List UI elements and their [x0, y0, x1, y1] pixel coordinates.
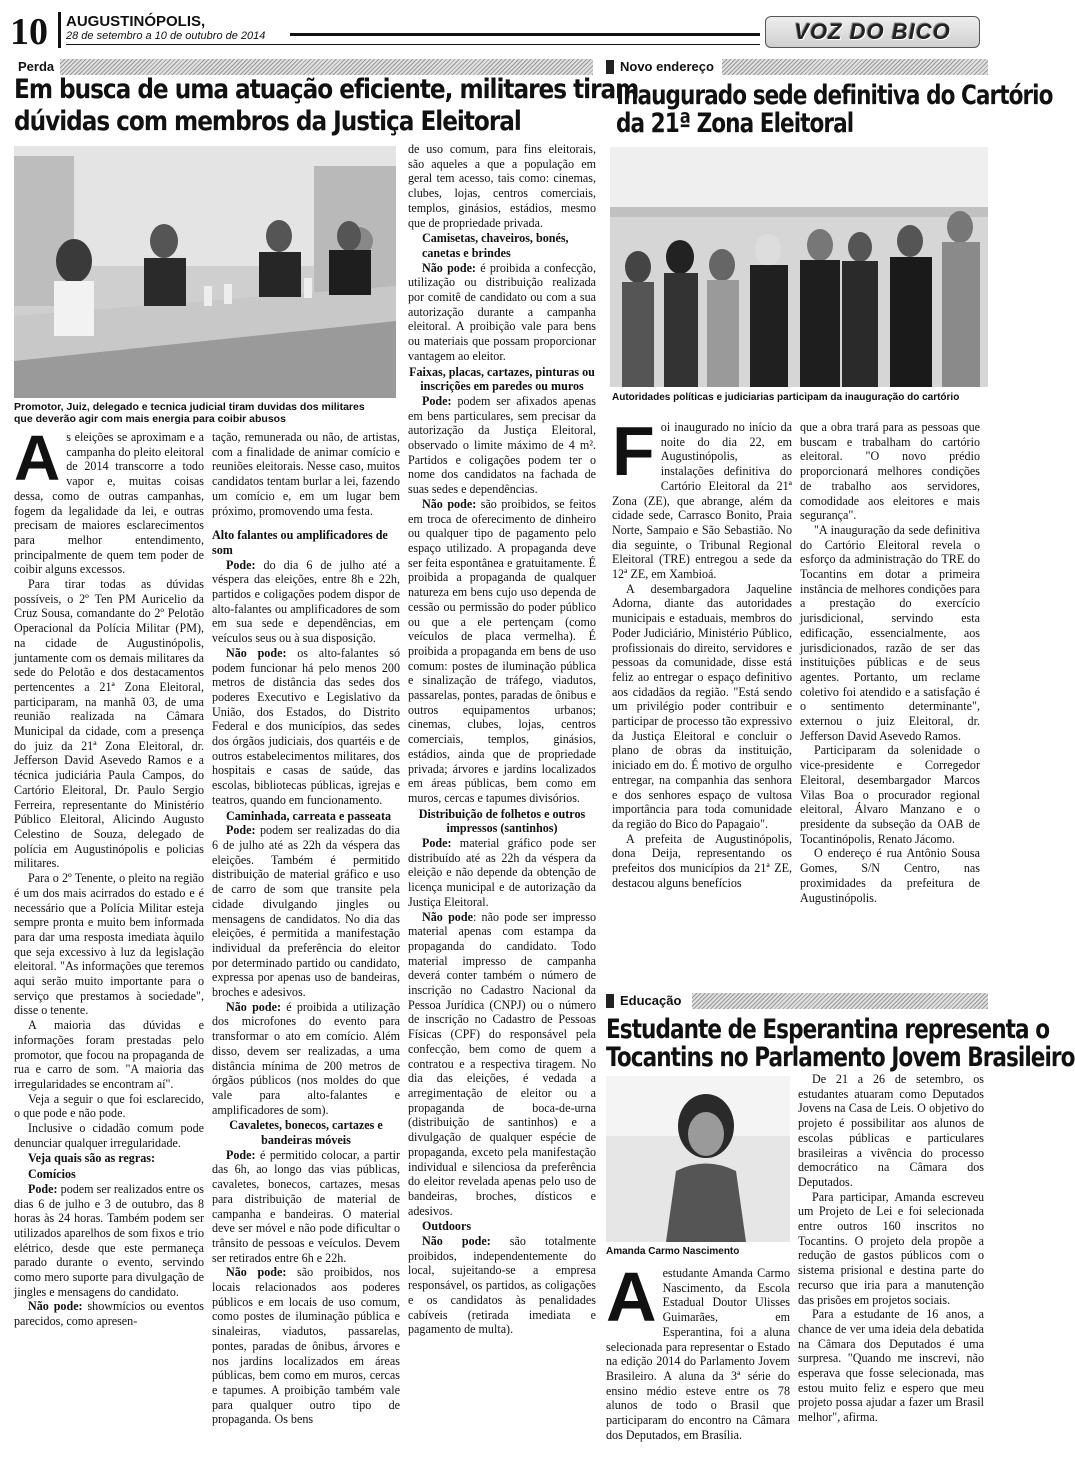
paragraph: podem ser realizados entre os dias 6 de julho e 3 de outubro, das 8 horas às 24 horas. Também podem ser utilizados aparelhos de som fixos e trio elétrico, desde que este permaneça parado durante o evento, servindo como mero suporte para divulgação de jingles e mensagens do candidato.: [14, 1181, 204, 1299]
label-nao-pode: Não pode:: [422, 1234, 491, 1249]
subheading-camisetas: Camisetas, chaveiros, bonés, canetas e brindes: [422, 231, 569, 260]
paragraph: Para tirar todas as dúvidas possíveis, o 2º Ten PM Auricelio da Cruz Sousa, comandante do 2º Pelotão Operacional da Polícia Militar (PM), na cidade de Augustinópolis, juntamente com os demais militares da sede do Pelotão e dos destacamentos pertencentes a 21ª Zona Eleitoral, participaram, na manhã 03, de uma reunião realizada na Câmara Municipal da cidade, com a presença do juiz da 21ª Zona Eleitoral, dr. Jefferson David Asevedo Ramos e a técnica judiciária Paula Campos, do Cartório Eleitoral, Dr. Paulo Sergio Ferreira, representante do Ministério Público Eleitoral, Alicindo Augusto Celestino de Souza, delegado de polícia em Augustinópolis e policias militares.: [14, 577, 204, 871]
article-column-5: [800, 420, 980, 970]
section-marker: [606, 60, 614, 74]
label-nao-pode: Não pode:: [422, 496, 477, 511]
subheading-folhetos: Distribuição de folhetos e outros impressos (santinhos): [418, 806, 586, 836]
paragraph: : não pode ser impresso material apenas com estampa da propaganda do candidato. Todo material impresso de campanha deverá conter também o número de inscrição no Cadastro Nacional da Pessoa Jurídica (CNPJ) ou o número de inscrição no Cadastro de Pessoas Físicas (CPF) do responsável pela confecção, bem como de quem a contratou e a respectiva tiragem. No dia das eleições, é vedada a arregimentação de eleitor ou a propaganda de boca-de-urna (distribuição de santinhos) e a divulgação de qualquer espécie de propaganda, exceto pela manifestação individual e silenciosa da preferência do eleitor revelada apenas pelo uso de bandeiras, broches, dísticos e adesivos.: [408, 909, 596, 1218]
subheading-caminhada: Caminhada, carreata e passeata: [226, 808, 392, 823]
subheading-outdoors: Outdoors: [422, 1219, 472, 1234]
section-marker: [606, 994, 614, 1008]
page-number: 10: [10, 11, 48, 53]
label-pode: Pode:: [226, 1147, 256, 1162]
label-pode: Pode:: [422, 393, 452, 408]
paragraph: Participaram da solenidade o vice-presidente e Corregedor Eleitoral, desembargador Marcos Vilas Boa o procurador regional eleitoral, Álvaro Manzano e o presidente da subseção da OAB de Tocantinópolis, Renato Jácomo.: [800, 743, 980, 846]
header-rule-thin: [66, 44, 760, 45]
subheading-rules: Veja quais são as regras:: [28, 1151, 155, 1166]
section-label: Novo endereço: [620, 59, 714, 74]
headline-line-2: dúvidas com membros da Justiça Eleitoral: [14, 106, 521, 137]
article-column-4: [612, 412, 792, 970]
header-rule: [290, 33, 760, 36]
paragraph: O endereço é rua Antônio Sousa Gomes, S/N Centro, nas proximidades da prefeitura de Augustinópolis.: [800, 846, 980, 905]
paragraph: A prefeita de Augustinópolis, dona Deija, representando os prefeitos dos municípios da 21ª ZE, destacou alguns benefícios: [612, 831, 792, 890]
section-rule: [722, 59, 988, 75]
paragraph: material gráfico pode ser distribuído até as 22h da véspera da eleição e não depende da obtenção de licença municipal e de autorização da Justiça Eleitoral.: [408, 836, 596, 909]
student-photo: [606, 1076, 790, 1242]
paragraph: Para a estudante de 16 anos, a chance de ver uma ideia dela debatida na Câmara dos Deputados é uma surpresa. "Quando me inscrevi, não esperava que fosse selecionada, mas estou muito feliz e espero que meu projeto possa ajudar a fazer um Brasil melhor", afirma.: [798, 1307, 984, 1425]
caption-line-2: que deverão agir com mais energia para coibir abusos: [14, 413, 286, 425]
paragraph: é proibida a utilização dos microfones do evento para transformar o ato em comício. Além disso, devem ser realizadas, a uma distância mínima de 200 metros de órgãos públicos (nos moldes do que vale para alto-falantes e amplificadores de som).: [212, 999, 400, 1117]
drop-cap: A: [14, 422, 61, 494]
label-pode: Pode:: [422, 836, 452, 851]
article-column-3: [408, 142, 596, 1466]
label-nao-pode: Não pode:: [28, 1299, 83, 1314]
section-rule: [60, 59, 593, 75]
header-date: 28 de setembro a 10 de outubro de 2014: [66, 30, 266, 42]
masthead-logo: VOZ DO BICO: [765, 16, 980, 48]
label-nao-pode: Não pode: [422, 909, 473, 924]
subheading-comicios: Comícios: [28, 1167, 76, 1182]
paragraph: Para o 2º Tenente, o pleito na região é um dos mais acirrados do estado e é necessário que a Polícia Militar esteja sempre pronta e muito bem informada para dar uma resposta imediata àquilo que seja excessivo à luz da legislação eleitoral. "As informações que teremos aqui serão muito importante para o serviço que prestamos à sociedade", disse o tenente.: [14, 871, 204, 1018]
article-column-7: [798, 1072, 984, 1466]
headline-line-2: da 21ª Zona Eleitoral: [616, 108, 854, 139]
paragraph: oi inaugurado no início da noite do dia 22, em Augustinópolis, as instalações definitiva do Cartório Eleitoral da 21ª Zona (ZE), que abrange, além da cidade sede, Carrasco Bonito, Praia Norte, Sampaio e São Sebastião. No dia seguinte, o Tribunal Regional Eleitoral (TRE) entregou a sede da 12ª ZE, em Xambioá.: [612, 420, 792, 582]
photo-caption-student: Amanda Carmo Nascimento: [606, 1246, 740, 1257]
article-column-2: [212, 430, 400, 1466]
headline-line-1: Estudante de Esperantina representa o: [606, 1014, 1050, 1045]
paragraph: Veja a seguir o que foi esclarecido, o que pode e não pode.: [14, 1091, 204, 1121]
paragraph: são proibidos, se feitos em troca de oferecimento de dinheiro ou qualquer tipo de pagamento pelo espaço utilizado. A propaganda deve ser feita espontânea e gratuitamente. É proibida a propaganda de qualquer natureza em bens cujo uso dependa de cessão ou permissão do poder público ou que a ele pertençam (como veículos de placa vermelha). É proibida a propaganda em bens de uso comum: postes de iluminação pública e sinalização de tráfego, viadutos, passarelas, pontes, paradas de ônibus e outros equipamentos urbanos; cinemas, clubes, lojas, centros comerciais, templos, ginásios, estádios, ainda que de propriedade privada; árvores e jardins localizados em áreas públicas, bem como em muros, cercas e tapumes divisórios.: [408, 496, 597, 805]
paragraph: do dia 6 de julho até a véspera das eleições, entre 8h e 22h, partidos e coligações podem dispor de alto-falantes ou amplificadores de som em sua sede e dependências, em veículos seus ou à sua disposição.: [212, 557, 400, 646]
label-nao-pode: Não pode:: [422, 260, 476, 275]
drop-cap: A: [606, 1258, 657, 1336]
label-pode: Pode:: [226, 823, 256, 838]
article-column-1: [14, 422, 205, 1466]
paragraph: os alto-falantes só podem funcionar há pelo menos 200 metros de distância das sedes dos poderes Executivo e Legislativo da União, dos Estados, do Distrito Federal e dos municípios, das sedes dos órgãos judiciais, dos quartéis e de outros estabelecimentos militares, dos hospitais e casas de saúde, das escolas, bibliotecas públicas, igrejas e teatros, quando em funcionamento.: [212, 645, 401, 807]
inauguration-photo: [610, 147, 988, 387]
subheading-alto-falantes: Alto falantes ou amplificadores de som: [212, 528, 388, 557]
header-city: AUGUSTINÓPOLIS,: [66, 13, 206, 30]
subheading-faixas: Faixas, placas, cartazes, pinturas ou inscrições em paredes ou muros: [409, 364, 595, 394]
paragraph: é proibida a confecção, utilização ou distribuição realizada por comitê de candidato ou com a sua autorização durante a campanha eleitoral. A proibição vale para bens ou materiais que possam proporcionar vantagem ao eleitor.: [408, 260, 596, 363]
photo-caption-inauguration: Autoridades políticas e judiciarias participam da inauguração do cartório: [612, 392, 960, 403]
label-nao-pode: Não pode:: [226, 645, 287, 660]
label-pode: Pode:: [226, 557, 256, 572]
paragraph: "A inauguração da sede definitiva do Cartório Eleitoral revela o esforço da administração do TRE do Tocantins em dotar a primeira instância de melhores condições para a prestação do exercício jurisdicional, servindo esta edificação, essencialmente, aos jurisdicionados, razão de ser das instituições públicas e de seus agentes. Portanto, um reclame coletivo foi atendido e a satisfação é o sentimento determinante", externou o juiz Eleitoral, dr. Jefferson David Asevedo Ramos.: [800, 522, 980, 743]
paragraph: são proibidos, nos locais relacionados aos poderes públicos e em locais de uso comum, como postes de iluminação pública e sinaleiras, viadutos, passarelas, pontes, paradas de ônibus, árvores e nos jardins localizados em áreas públicas, bem como em muros, cercas e tapumes. A proibição também vale para qualquer outro tipo de propaganda. Os bens: [212, 1265, 401, 1427]
meeting-photo: [14, 146, 396, 398]
paragraph: de uso comum, para fins eleitorais, são aqueles a que a população em geral tem acesso, tais como: cinemas, clubes, lojas, centros comerciais, templos, ginásios, estádios, mesmo que de propriedade privada.: [408, 142, 596, 230]
paragraph: Inclusive o cidadão comum pode denunciar qualquer irregularidade.: [14, 1121, 204, 1150]
caption-line-1: Promotor, Juiz, delegado e tecnica judicial tiram duvidas dos militares: [14, 401, 365, 413]
paragraph: podem ser afixados apenas em bens particulares, sem precisar da autorização da Justiça Eleitoral, observado o limite máximo de 4 m². Partidos e coligações podem ter o nome dos candidatos na fachada de suas sedes e dependências.: [408, 393, 596, 497]
label-pode: Pode:: [28, 1181, 58, 1196]
paragraph: s eleições se aproximam e a campanha do pleito eleitoral de 2014 transcorre a todo vapor e, muitas coisas dessa, como de outras campanhas, fogem da legalidade da lei, e outras precisam de maiores esclarecimentos para melhor entendimento, principalmente de quem tem poder de coibir alguns excessos.: [14, 430, 204, 577]
headline-line-2: Tocantins no Parlamento Jovem Brasileiro: [606, 1042, 1075, 1073]
drop-cap: F: [612, 412, 655, 490]
paragraph: estudante Amanda Carmo Nascimento, da Escola Estadual Doutor Ulisses Guimarães, em Esperantina, foi a aluna selecionada para representar o Estado na edição 2014 do Parlamento Jovem Brasileiro. A aluna da 3ª série do ensino médio esteve entre os 78 alunos de todo o Brasil que participaram do encontro na Câmara dos Deputados, em Brasília.: [606, 1266, 790, 1442]
header-divider: [58, 12, 61, 48]
paragraph: showmícios ou eventos parecidos, como apresen-: [14, 1299, 205, 1329]
paragraph: A desembargadora Jaqueline Adorna, diante das autoridades municipais e estaduais, membros do Poder Judiciário, Ministério Público, profissionais do direito, servidores e pessoas da comunidade, disse está feliz ao entregar o espaço definitivo aos cidadãos da região. "Está sendo um privilégio poder contribuir e participar de processo tão expressivo da Justiça Eleitoral e concluir o plano de obras da instituição, iniciado em do. É motivo de orgulho entregar, na companhia das senhora e dos senhores espaço de vultosa importância para toda comunidade da região do Bico do Papagaio".: [612, 581, 792, 831]
paragraph: que a obra trará para as pessoas que buscam e trabalham do cartório eleitoral. "O novo prédio proporcionará melhores condições de trabalho aos servidores, comodidade aos eleitores e mais segurança".: [800, 420, 980, 523]
label-nao-pode: Não pode:: [226, 999, 281, 1014]
paragraph: podem ser realizadas do dia 6 de julho até as 22h da véspera das eleições. Também é permitido distribuição de material gráfico e uso de carro de som que transite pela cidade divulgando jingles ou mensagens de candidatos. No dia das eleições, é permitida a manifestação individual da preferência do eleitor por determinado partido ou candidato, expressa por apenas uso de bandeiras, broches e adesivos.: [212, 823, 400, 1000]
paragraph: é permitido colocar, a partir das 6h, ao longo das vias públicas, cavaletes, bonecos, cartazes, mesas para distribuição de material de campanha e bandeiras. O material deve ser móvel e não pode dificultar o trânsito de pessoas e veículos. Devem ser retirados entre 6h e 22h.: [212, 1147, 400, 1265]
headline-line-1: Em busca de uma atuação eficiente, militares tiram: [14, 74, 639, 105]
section-label: Perda: [18, 59, 55, 74]
paragraph: A maioria das dúvidas e informações foram prestadas pelo promotor, que focou na propaganda de rua e carro de som. "A maioria das irregularidades se encontram aí".: [14, 1018, 204, 1091]
section-tag-novo-endereco: [606, 58, 726, 76]
label-nao-pode: Não pode:: [226, 1265, 287, 1280]
paragraph: Para participar, Amanda escreveu um Projeto de Lei e foi selecionada entre outros 160 inscritos no Tocantins. O projeto dela propõe a redução de gastos públicos com o sistema prisional e destina parte do recurso que iria para a manutenção das prisões em projetos sociais.: [798, 1189, 984, 1307]
paragraph: De 21 a 26 de setembro, os estudantes atuaram como Deputados Jovens na Casa de Leis. O objetivo do projeto é possibilitar aos alunos de escolas públicas e particulares brasileiras a vivência do processo democrático na Câmara dos Deputados.: [798, 1072, 984, 1189]
article-column-6: [606, 1258, 790, 1466]
paragraph: tação, remunerada ou não, de artistas, com a finalidade de animar comício e reuniões eleitorais. Nesse caso, muitos candidatos tentam burlar a lei, fazendo um comício e, em um lugar bem próximo, promovendo uma festa.: [212, 430, 400, 518]
paragraph: são totalmente proibidos, independentemente do local, sujeitando-se a empresa responsável, os partidos, as coligações e os candidatos às penalidades cabíveis (retirada imediata e pagamento de multa).: [408, 1234, 596, 1337]
photo-caption-meeting: [14, 401, 396, 425]
headline-line-1: Inaugurado sede definitiva do Cartório: [616, 80, 1053, 111]
subheading-cavaletes: Cavaletes, bonecos, cartazes e bandeiras móveis: [229, 1118, 383, 1148]
section-tag-educacao: [606, 992, 696, 1010]
section-label: Educação: [620, 993, 682, 1008]
section-rule: [692, 993, 988, 1009]
